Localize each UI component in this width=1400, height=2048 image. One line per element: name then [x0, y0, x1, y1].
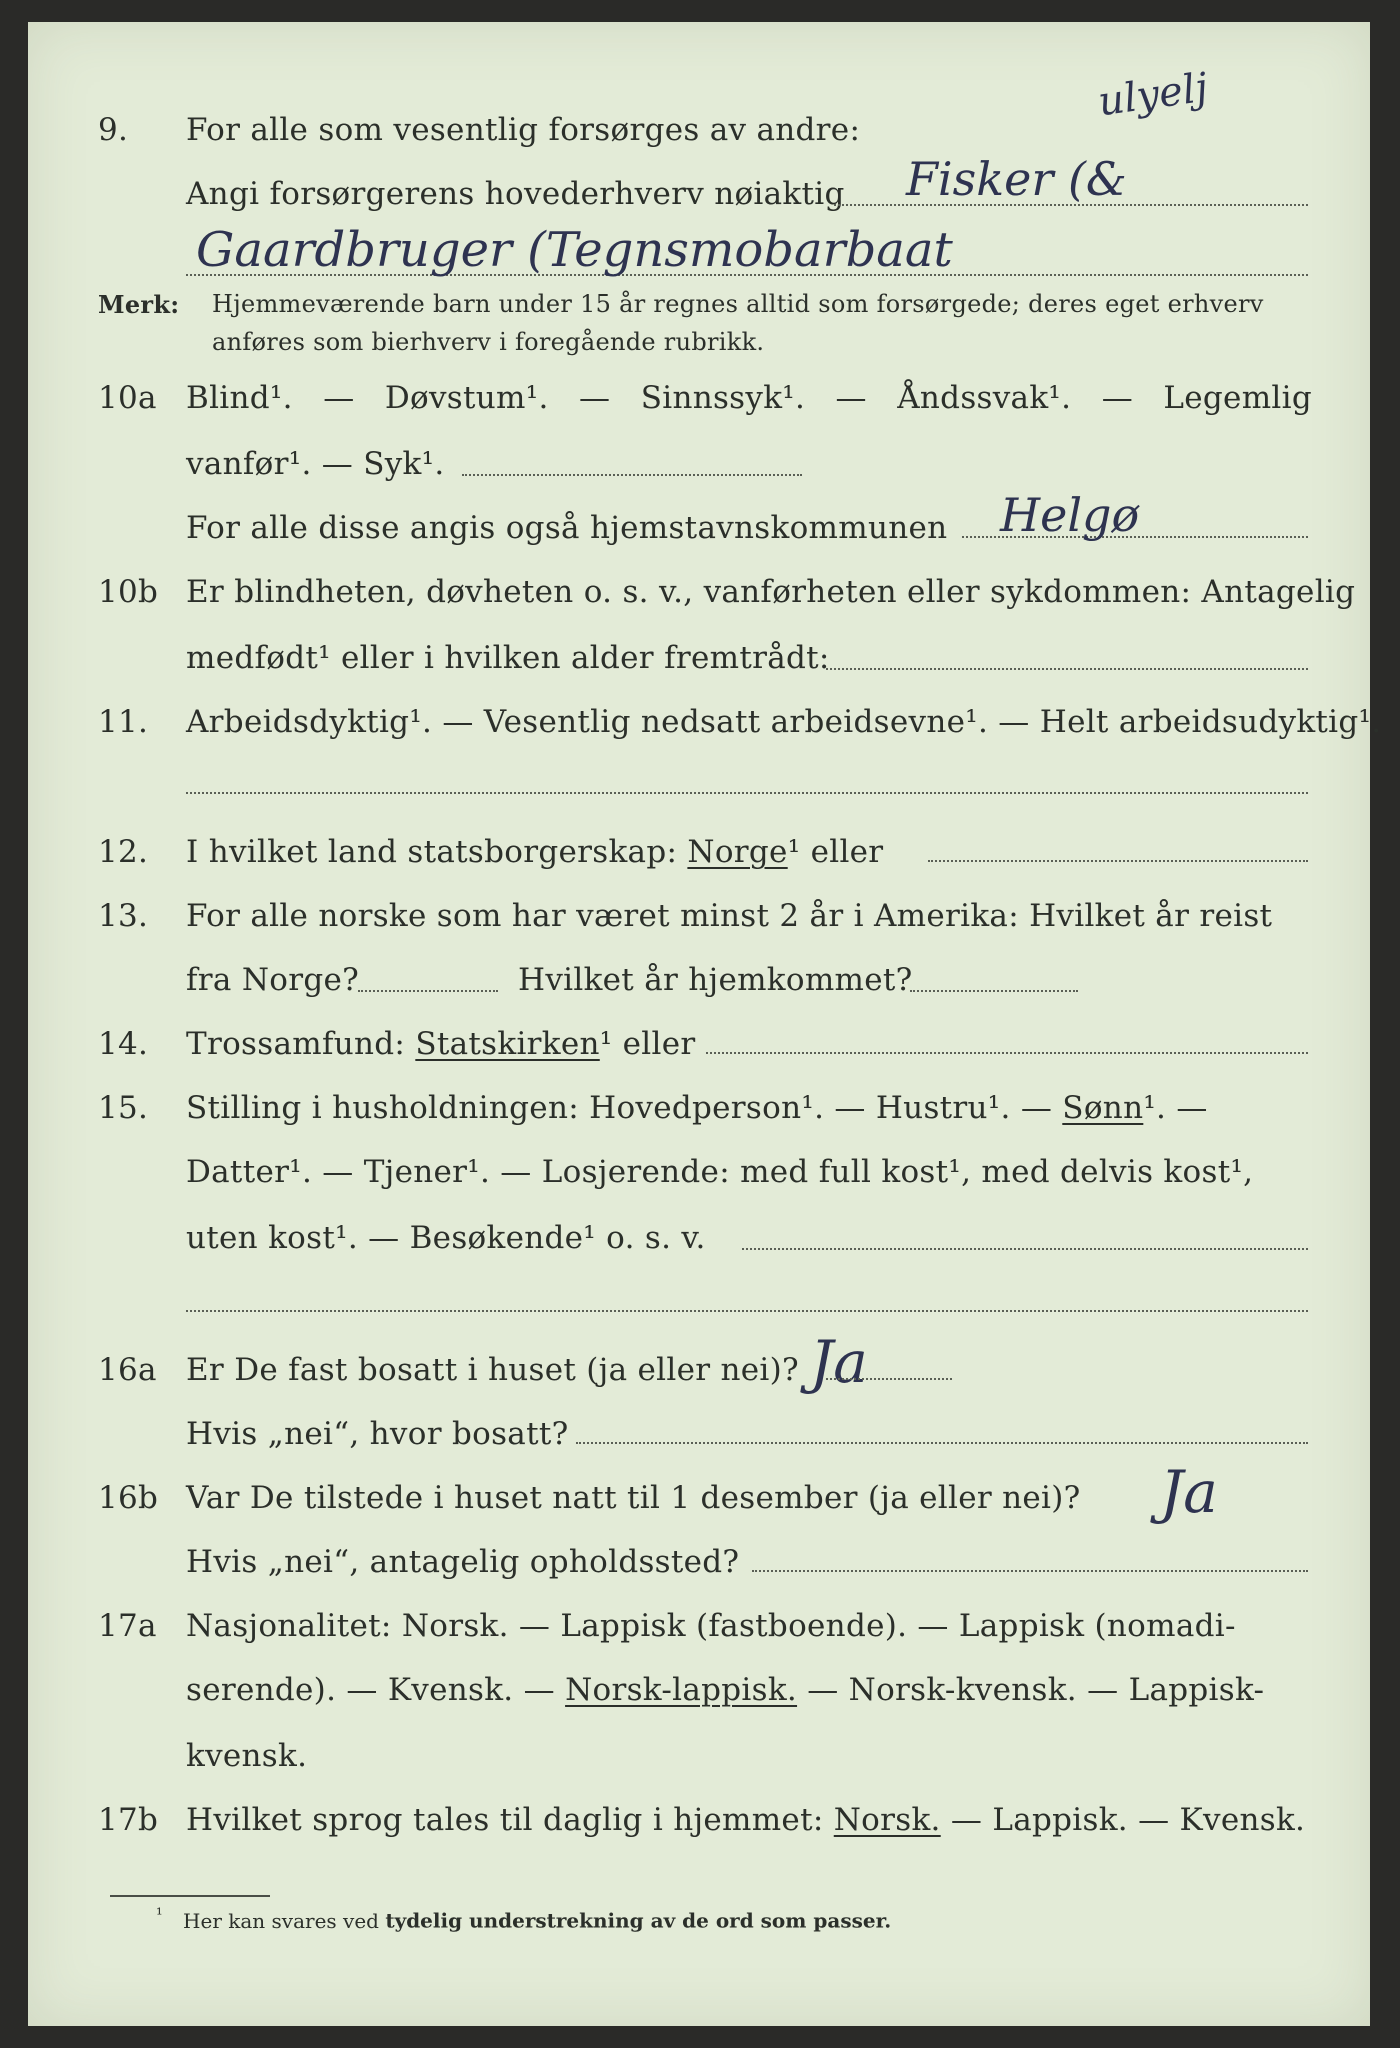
- question-number: 12.: [98, 834, 149, 870]
- question-number: 10b: [98, 574, 159, 610]
- question-number: 15.: [98, 1090, 149, 1126]
- question-text: Er blindheten, døvheten o. s. v., vanførheten eller sykdommen: Antagelig: [186, 574, 1356, 610]
- question-text: For alle norske som har været minst 2 år i Amerika: Hvilket år reist: [186, 898, 1273, 934]
- question-text: [186, 1026, 696, 1062]
- question-number: 17a: [98, 1608, 157, 1644]
- merk-label: Merk:: [98, 290, 180, 319]
- question-text-part: Trossamfund:: [186, 1026, 406, 1062]
- question-number: 17b: [98, 1802, 159, 1838]
- footnote-bold-text: tydelig understrekning av de ord som passer.: [385, 1908, 892, 1933]
- merk-text: anføres som bierhverv i foregående rubrikk.: [212, 328, 765, 356]
- question-text: Var De tilstede i huset natt til 1 desember (ja eller nei)?: [186, 1480, 1081, 1516]
- question-number: 16a: [98, 1352, 157, 1388]
- question-text-part: Hvilket sprog tales til daglig i hjemmet:: [186, 1802, 824, 1838]
- handwritten-answer-home-municipality: Helgø: [1000, 488, 1140, 542]
- question-text-from-norway: fra Norge?: [186, 962, 360, 998]
- question-text: Er De fast bosatt i huset (ja eller nei)?: [186, 1352, 799, 1388]
- question-text: [186, 1802, 1305, 1838]
- answer-line: [928, 860, 1308, 862]
- question-text: Datter¹. — Tjener¹. — Losjerende: med full kost¹, med delvis kost¹,: [186, 1154, 1254, 1190]
- question-text: kvensk.: [186, 1738, 308, 1774]
- underlined-answer: Norsk.: [833, 1802, 941, 1838]
- question-text-part: Sinnssyk¹.: [640, 380, 806, 416]
- question-text: Angi forsørgerens hovederhverv nøiaktig: [186, 176, 845, 212]
- question-text-part: Stilling i husholdningen: Hovedperson¹. — Hustru¹. —: [186, 1090, 1053, 1126]
- footnote-rule: [110, 1895, 270, 1897]
- question-text-part: I hvilket land statsborgerskap:: [186, 834, 678, 870]
- question-text-part: — Norsk-kvensk. — Lappisk-: [807, 1672, 1265, 1708]
- question-number: 14.: [98, 1026, 149, 1062]
- footnote-text: Her kan svares ved: [183, 1908, 379, 1933]
- question-text: uten kost¹. — Besøkende¹ o. s. v.: [186, 1220, 706, 1256]
- question-text: Nasjonalitet: Norsk. — Lappisk (fastboende). — Lappisk (nomadi-: [186, 1608, 1236, 1644]
- underlined-answer: Sønn: [1062, 1090, 1144, 1126]
- answer-line: [826, 1378, 952, 1380]
- handwritten-answer-resident: Ja: [810, 1328, 868, 1396]
- question-number: 13.: [98, 898, 149, 934]
- question-text-part: Blind¹.: [186, 380, 293, 416]
- question-text-part: —: [835, 380, 867, 416]
- question-text-part: —: [1101, 380, 1133, 416]
- answer-line: [358, 990, 498, 992]
- census-form-sheet: [28, 22, 1370, 2026]
- question-number: 9.: [98, 112, 129, 148]
- question-text: [186, 834, 883, 870]
- question-number: 16b: [98, 1480, 159, 1516]
- question-text: [186, 1672, 1264, 1708]
- question-text: [186, 380, 1312, 416]
- question-text: [186, 1090, 1208, 1126]
- underlined-answer: Statskirken: [415, 1026, 600, 1062]
- question-text-part: ¹ eller: [599, 1026, 696, 1062]
- answer-line: [910, 990, 1078, 992]
- question-text: medfødt¹ eller i hvilken alder fremtrådt:: [186, 640, 830, 676]
- question-text-part: —: [579, 380, 611, 416]
- margin-handwritten-note: ulyelj: [1095, 64, 1211, 126]
- answer-line: [186, 1310, 1308, 1312]
- question-text-part: Legemlig: [1163, 380, 1312, 416]
- question-text-part: ¹. —: [1143, 1090, 1208, 1126]
- footnote-mark: ¹: [156, 1905, 163, 1924]
- answer-line: [576, 1442, 1308, 1444]
- answer-line: [186, 792, 1308, 794]
- answer-line: [706, 1052, 1308, 1054]
- question-text: For alle disse angis også hjemstavnskommunen: [186, 510, 948, 546]
- question-number: 11.: [98, 704, 149, 740]
- question-text: vanfør¹. — Syk¹.: [186, 446, 445, 482]
- question-text-part: —: [323, 380, 355, 416]
- question-text-returned: Hvilket år hjemkommet?: [518, 962, 913, 998]
- underlined-answer: Norsk-lappisk.: [565, 1672, 798, 1708]
- underlined-answer: Norge: [687, 834, 788, 870]
- answer-line: [462, 474, 802, 476]
- question-number: 10a: [98, 380, 157, 416]
- question-text: Hvis „nei“, antagelig opholdssted?: [186, 1544, 740, 1580]
- question-text: Arbeidsdyktig¹. — Vesentlig nedsatt arbeidsevne¹. — Helt arbeidsudyktig¹.: [186, 704, 1382, 740]
- footnote: [156, 1905, 891, 1933]
- handwritten-answer-occupation: Fisker (&: [906, 152, 1127, 206]
- question-text-part: serende). — Kvensk. —: [186, 1672, 555, 1708]
- merk-text: Hjemmeværende barn under 15 år regnes alltid som forsørgede; deres eget erhverv: [212, 290, 1264, 318]
- question-text-part: ¹ eller: [787, 834, 884, 870]
- handwritten-answer-present: Ja: [1160, 1458, 1218, 1526]
- answer-line: [826, 668, 1308, 670]
- question-text-part: Åndssvak¹.: [897, 380, 1072, 416]
- question-text: For alle som vesentlig forsørges av andre:: [186, 112, 861, 148]
- question-text-part: — Lappisk. — Kvensk.: [950, 1802, 1306, 1838]
- handwritten-answer-occupation-2: Gaardbruger (Tegnsmobarbaat: [196, 222, 953, 278]
- question-text: Hvis „nei“, hvor bosatt?: [186, 1416, 569, 1452]
- question-text-part: Døvstum¹.: [384, 380, 549, 416]
- answer-line: [742, 1248, 1308, 1250]
- answer-line: [752, 1570, 1308, 1572]
